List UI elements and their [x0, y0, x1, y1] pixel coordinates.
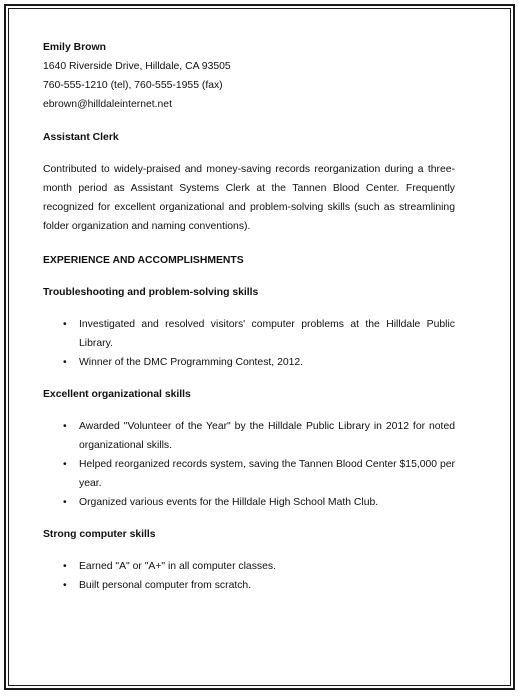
bullet-icon: • [63, 561, 67, 572]
contact-phones: 760-555-1210 (tel), 760-555-1955 (fax) [43, 80, 223, 91]
bullet-icon: • [63, 459, 67, 470]
list-item-text: Winner of the DMC Programming Contest, 2012. [79, 357, 304, 368]
experience-heading: EXPERIENCE AND ACCOMPLISHMENTS [43, 255, 244, 266]
section-computer [43, 525, 455, 595]
bullet-list [43, 315, 455, 372]
section-troubleshooting [43, 283, 455, 372]
list-item-text: Earned "A" or "A+" in all computer classes. [79, 561, 276, 572]
bullet-icon: • [63, 497, 67, 508]
section-organizational [43, 385, 455, 512]
bullet-icon: • [63, 580, 67, 591]
list-item-text: Investigated and resolved visitors' computer problems at the Hilldale Public Library. [79, 319, 455, 349]
list-item [63, 455, 455, 493]
list-item [63, 353, 455, 372]
bullet-icon: • [63, 319, 67, 330]
list-item-text: Built personal computer from scratch. [79, 580, 252, 591]
contact-address: 1640 Riverside Drive, Hilldale, CA 93505 [43, 61, 231, 72]
bullet-list [43, 417, 455, 512]
contact-name: Emily Brown [43, 42, 106, 53]
list-item-text: Helped reorganized records system, saving the Tannen Blood Center $15,000 per year. [79, 459, 455, 489]
list-item-text: Organized various events for the Hilldale High School Math Club. [79, 497, 379, 508]
objective-heading: Assistant Clerk [43, 132, 119, 143]
section-title: Troubleshooting and problem-solving skills [43, 287, 259, 298]
bullet-icon: • [63, 421, 67, 432]
list-item [63, 576, 455, 595]
list-item-text: Awarded "Volunteer of the Year" by the Hilldale Public Library in 2012 for noted organizational skills. [79, 421, 455, 451]
list-item [63, 557, 455, 576]
bullet-list [43, 557, 455, 595]
objective-text: Contributed to widely-praised and money-saving records reorganization during a three-month period as Assistant Systems Clerk at the Tannen Blood Center. Frequently recognized for excellent organizational and problem-solving skills (such as streamlining folder organization and naming conventions). [43, 164, 455, 232]
list-item [63, 315, 455, 353]
objective-block [43, 128, 455, 236]
list-item [63, 417, 455, 455]
section-title: Strong computer skills [43, 529, 156, 540]
contact-email: ebrown@hilldaleinternet.net [43, 99, 172, 110]
resume-body [43, 38, 455, 595]
section-title: Excellent organizational skills [43, 389, 191, 400]
contact-block [43, 38, 455, 114]
list-item [63, 493, 455, 512]
bullet-icon: • [63, 357, 67, 368]
